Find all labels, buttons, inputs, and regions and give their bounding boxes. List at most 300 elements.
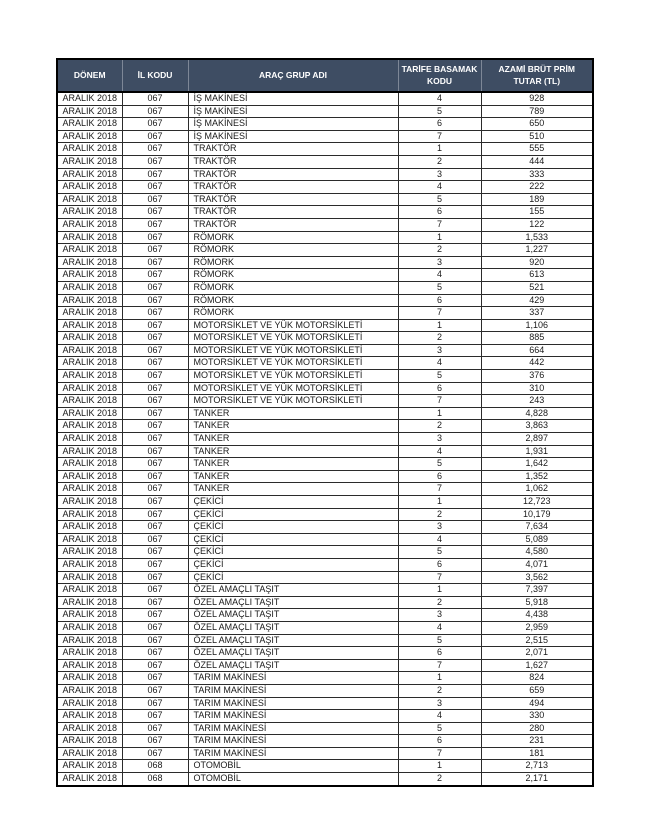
cell-tarife-basamak-kodu: 7: [398, 395, 481, 408]
cell-tarife-basamak-kodu: 5: [398, 722, 481, 735]
cell-donem: ARALIK 2018: [57, 130, 122, 143]
cell-azami-brut-prim-tutar: 5,918: [481, 596, 593, 609]
cell-donem: ARALIK 2018: [57, 244, 122, 257]
cell-donem: ARALIK 2018: [57, 357, 122, 370]
cell-tarife-basamak-kodu: 6: [398, 558, 481, 571]
table-row: [57, 747, 593, 760]
cell-tarife-basamak-kodu: 4: [398, 533, 481, 546]
cell-azami-brut-prim-tutar: 3,863: [481, 420, 593, 433]
cell-donem: ARALIK 2018: [57, 496, 122, 509]
table-row: [57, 155, 593, 168]
table-row: [57, 231, 593, 244]
cell-il-kodu: 067: [122, 722, 188, 735]
cell-arac-grup-adi: MOTORSİKLET VE YÜK MOTORSİKLETİ: [188, 395, 398, 408]
cell-il-kodu: 067: [122, 558, 188, 571]
header-row: [57, 59, 593, 92]
cell-donem: ARALIK 2018: [57, 168, 122, 181]
cell-il-kodu: 067: [122, 395, 188, 408]
cell-azami-brut-prim-tutar: 231: [481, 735, 593, 748]
cell-azami-brut-prim-tutar: 376: [481, 370, 593, 383]
cell-azami-brut-prim-tutar: 1,533: [481, 231, 593, 244]
cell-donem: ARALIK 2018: [57, 773, 122, 786]
cell-tarife-basamak-kodu: 1: [398, 672, 481, 685]
cell-azami-brut-prim-tutar: 824: [481, 672, 593, 685]
cell-azami-brut-prim-tutar: 243: [481, 395, 593, 408]
cell-arac-grup-adi: ÖZEL AMAÇLI TAŞIT: [188, 659, 398, 672]
cell-donem: ARALIK 2018: [57, 319, 122, 332]
cell-arac-grup-adi: TARIM MAKİNESİ: [188, 735, 398, 748]
cell-arac-grup-adi: MOTORSİKLET VE YÜK MOTORSİKLETİ: [188, 382, 398, 395]
cell-il-kodu: 067: [122, 747, 188, 760]
cell-arac-grup-adi: İŞ MAKİNESİ: [188, 92, 398, 105]
table-row: [57, 395, 593, 408]
cell-il-kodu: 067: [122, 735, 188, 748]
cell-il-kodu: 067: [122, 332, 188, 345]
cell-tarife-basamak-kodu: 3: [398, 697, 481, 710]
cell-il-kodu: 068: [122, 760, 188, 773]
cell-azami-brut-prim-tutar: 1,642: [481, 458, 593, 471]
cell-arac-grup-adi: TRAKTÖR: [188, 193, 398, 206]
cell-arac-grup-adi: RÖMORK: [188, 231, 398, 244]
cell-il-kodu: 067: [122, 571, 188, 584]
cell-arac-grup-adi: ÖZEL AMAÇLI TAŞIT: [188, 596, 398, 609]
cell-il-kodu: 067: [122, 357, 188, 370]
cell-arac-grup-adi: TANKER: [188, 458, 398, 471]
cell-arac-grup-adi: ÖZEL AMAÇLI TAŞIT: [188, 621, 398, 634]
cell-tarife-basamak-kodu: 5: [398, 370, 481, 383]
cell-tarife-basamak-kodu: 1: [398, 407, 481, 420]
table-row: [57, 193, 593, 206]
cell-arac-grup-adi: ÖZEL AMAÇLI TAŞIT: [188, 647, 398, 660]
cell-donem: ARALIK 2018: [57, 508, 122, 521]
cell-arac-grup-adi: TANKER: [188, 407, 398, 420]
cell-il-kodu: 067: [122, 193, 188, 206]
cell-donem: ARALIK 2018: [57, 231, 122, 244]
cell-arac-grup-adi: ÇEKİCİ: [188, 546, 398, 559]
cell-arac-grup-adi: OTOMOBİL: [188, 760, 398, 773]
cell-donem: ARALIK 2018: [57, 382, 122, 395]
cell-tarife-basamak-kodu: 6: [398, 294, 481, 307]
cell-tarife-basamak-kodu: 5: [398, 105, 481, 118]
cell-donem: ARALIK 2018: [57, 92, 122, 105]
cell-tarife-basamak-kodu: 1: [398, 760, 481, 773]
table-row: [57, 433, 593, 446]
cell-azami-brut-prim-tutar: 1,352: [481, 470, 593, 483]
column-header-donem: DÖNEM: [57, 59, 122, 92]
cell-donem: ARALIK 2018: [57, 647, 122, 660]
cell-tarife-basamak-kodu: 2: [398, 684, 481, 697]
cell-arac-grup-adi: TRAKTÖR: [188, 168, 398, 181]
cell-azami-brut-prim-tutar: 659: [481, 684, 593, 697]
cell-azami-brut-prim-tutar: 4,580: [481, 546, 593, 559]
cell-il-kodu: 067: [122, 181, 188, 194]
table-row: [57, 458, 593, 471]
cell-arac-grup-adi: İŞ MAKİNESİ: [188, 105, 398, 118]
cell-tarife-basamak-kodu: 7: [398, 218, 481, 231]
table-row: [57, 659, 593, 672]
cell-tarife-basamak-kodu: 5: [398, 281, 481, 294]
cell-arac-grup-adi: RÖMORK: [188, 244, 398, 257]
table-row: [57, 307, 593, 320]
table-row: [57, 483, 593, 496]
table-row: [57, 521, 593, 534]
cell-azami-brut-prim-tutar: 2,171: [481, 773, 593, 786]
cell-donem: ARALIK 2018: [57, 533, 122, 546]
cell-tarife-basamak-kodu: 5: [398, 458, 481, 471]
cell-arac-grup-adi: TARIM MAKİNESİ: [188, 747, 398, 760]
table-row: [57, 118, 593, 131]
table-row: [57, 634, 593, 647]
cell-arac-grup-adi: TANKER: [188, 483, 398, 496]
table-row: [57, 382, 593, 395]
cell-arac-grup-adi: İŞ MAKİNESİ: [188, 118, 398, 131]
cell-il-kodu: 067: [122, 647, 188, 660]
cell-arac-grup-adi: TANKER: [188, 445, 398, 458]
cell-azami-brut-prim-tutar: 664: [481, 344, 593, 357]
table-row: [57, 684, 593, 697]
cell-tarife-basamak-kodu: 2: [398, 244, 481, 257]
cell-il-kodu: 067: [122, 584, 188, 597]
cell-tarife-basamak-kodu: 1: [398, 231, 481, 244]
cell-il-kodu: 067: [122, 269, 188, 282]
table-row: [57, 269, 593, 282]
table-row: [57, 722, 593, 735]
cell-tarife-basamak-kodu: 6: [398, 206, 481, 219]
cell-donem: ARALIK 2018: [57, 307, 122, 320]
cell-azami-brut-prim-tutar: 2,071: [481, 647, 593, 660]
cell-il-kodu: 067: [122, 281, 188, 294]
table-row: [57, 281, 593, 294]
cell-tarife-basamak-kodu: 4: [398, 92, 481, 105]
table-row: [57, 206, 593, 219]
table-row: [57, 168, 593, 181]
cell-il-kodu: 067: [122, 621, 188, 634]
cell-il-kodu: 067: [122, 659, 188, 672]
cell-tarife-basamak-kodu: 3: [398, 256, 481, 269]
cell-azami-brut-prim-tutar: 494: [481, 697, 593, 710]
table-row: [57, 370, 593, 383]
cell-donem: ARALIK 2018: [57, 118, 122, 131]
cell-donem: ARALIK 2018: [57, 483, 122, 496]
cell-il-kodu: 067: [122, 130, 188, 143]
table-row: [57, 445, 593, 458]
cell-tarife-basamak-kodu: 4: [398, 181, 481, 194]
cell-donem: ARALIK 2018: [57, 332, 122, 345]
cell-tarife-basamak-kodu: 1: [398, 496, 481, 509]
cell-donem: ARALIK 2018: [57, 684, 122, 697]
table-row: [57, 496, 593, 509]
cell-donem: ARALIK 2018: [57, 621, 122, 634]
cell-donem: ARALIK 2018: [57, 155, 122, 168]
cell-donem: ARALIK 2018: [57, 584, 122, 597]
cell-donem: ARALIK 2018: [57, 445, 122, 458]
table-header: [57, 59, 593, 92]
cell-il-kodu: 067: [122, 105, 188, 118]
cell-il-kodu: 067: [122, 609, 188, 622]
cell-arac-grup-adi: RÖMORK: [188, 256, 398, 269]
cell-tarife-basamak-kodu: 2: [398, 420, 481, 433]
cell-arac-grup-adi: MOTORSİKLET VE YÜK MOTORSİKLETİ: [188, 332, 398, 345]
cell-tarife-basamak-kodu: 7: [398, 483, 481, 496]
cell-arac-grup-adi: TRAKTÖR: [188, 218, 398, 231]
cell-tarife-basamak-kodu: 6: [398, 470, 481, 483]
table-row: [57, 697, 593, 710]
cell-il-kodu: 067: [122, 470, 188, 483]
table-row: [57, 609, 593, 622]
cell-arac-grup-adi: MOTORSİKLET VE YÜK MOTORSİKLETİ: [188, 319, 398, 332]
cell-donem: ARALIK 2018: [57, 433, 122, 446]
cell-donem: ARALIK 2018: [57, 206, 122, 219]
cell-arac-grup-adi: MOTORSİKLET VE YÜK MOTORSİKLETİ: [188, 344, 398, 357]
cell-tarife-basamak-kodu: 6: [398, 382, 481, 395]
cell-azami-brut-prim-tutar: 310: [481, 382, 593, 395]
cell-arac-grup-adi: MOTORSİKLET VE YÜK MOTORSİKLETİ: [188, 357, 398, 370]
table-row: [57, 407, 593, 420]
cell-donem: ARALIK 2018: [57, 659, 122, 672]
cell-azami-brut-prim-tutar: 555: [481, 143, 593, 156]
table-row: [57, 546, 593, 559]
cell-arac-grup-adi: RÖMORK: [188, 307, 398, 320]
cell-il-kodu: 067: [122, 697, 188, 710]
table-row: [57, 105, 593, 118]
cell-azami-brut-prim-tutar: 2,713: [481, 760, 593, 773]
cell-azami-brut-prim-tutar: 155: [481, 206, 593, 219]
cell-il-kodu: 067: [122, 206, 188, 219]
cell-azami-brut-prim-tutar: 12,723: [481, 496, 593, 509]
table-body: [57, 92, 593, 786]
cell-azami-brut-prim-tutar: 10,179: [481, 508, 593, 521]
table-row: [57, 735, 593, 748]
cell-il-kodu: 067: [122, 231, 188, 244]
cell-azami-brut-prim-tutar: 2,515: [481, 634, 593, 647]
cell-il-kodu: 067: [122, 382, 188, 395]
cell-azami-brut-prim-tutar: 885: [481, 332, 593, 345]
cell-azami-brut-prim-tutar: 429: [481, 294, 593, 307]
cell-donem: ARALIK 2018: [57, 181, 122, 194]
cell-tarife-basamak-kodu: 4: [398, 357, 481, 370]
cell-il-kodu: 067: [122, 508, 188, 521]
table-row: [57, 760, 593, 773]
cell-il-kodu: 067: [122, 319, 188, 332]
cell-arac-grup-adi: ÖZEL AMAÇLI TAŞIT: [188, 634, 398, 647]
table-row: [57, 773, 593, 786]
cell-il-kodu: 067: [122, 496, 188, 509]
cell-arac-grup-adi: TRAKTÖR: [188, 143, 398, 156]
cell-tarife-basamak-kodu: 3: [398, 168, 481, 181]
table-row: [57, 533, 593, 546]
cell-arac-grup-adi: TARIM MAKİNESİ: [188, 672, 398, 685]
table-row: [57, 596, 593, 609]
cell-donem: ARALIK 2018: [57, 558, 122, 571]
table-row: [57, 130, 593, 143]
cell-arac-grup-adi: ÇEKİCİ: [188, 508, 398, 521]
table-row: [57, 710, 593, 723]
cell-donem: ARALIK 2018: [57, 143, 122, 156]
cell-donem: ARALIK 2018: [57, 735, 122, 748]
cell-tarife-basamak-kodu: 3: [398, 521, 481, 534]
cell-il-kodu: 067: [122, 710, 188, 723]
cell-arac-grup-adi: TRAKTÖR: [188, 155, 398, 168]
cell-il-kodu: 067: [122, 370, 188, 383]
cell-il-kodu: 067: [122, 672, 188, 685]
cell-arac-grup-adi: İŞ MAKİNESİ: [188, 130, 398, 143]
cell-tarife-basamak-kodu: 7: [398, 571, 481, 584]
cell-arac-grup-adi: TARIM MAKİNESİ: [188, 722, 398, 735]
cell-arac-grup-adi: RÖMORK: [188, 281, 398, 294]
cell-donem: ARALIK 2018: [57, 193, 122, 206]
cell-tarife-basamak-kodu: 5: [398, 193, 481, 206]
cell-azami-brut-prim-tutar: 181: [481, 747, 593, 760]
cell-arac-grup-adi: ÖZEL AMAÇLI TAŞIT: [188, 609, 398, 622]
cell-arac-grup-adi: TANKER: [188, 420, 398, 433]
cell-azami-brut-prim-tutar: 510: [481, 130, 593, 143]
table-row: [57, 244, 593, 257]
cell-tarife-basamak-kodu: 2: [398, 508, 481, 521]
cell-donem: ARALIK 2018: [57, 470, 122, 483]
table-row: [57, 319, 593, 332]
cell-donem: ARALIK 2018: [57, 420, 122, 433]
cell-arac-grup-adi: TRAKTÖR: [188, 206, 398, 219]
cell-tarife-basamak-kodu: 4: [398, 710, 481, 723]
cell-donem: ARALIK 2018: [57, 521, 122, 534]
cell-il-kodu: 067: [122, 155, 188, 168]
cell-il-kodu: 067: [122, 458, 188, 471]
cell-tarife-basamak-kodu: 4: [398, 445, 481, 458]
cell-donem: ARALIK 2018: [57, 105, 122, 118]
cell-azami-brut-prim-tutar: 2,897: [481, 433, 593, 446]
cell-azami-brut-prim-tutar: 5,089: [481, 533, 593, 546]
cell-azami-brut-prim-tutar: 4,438: [481, 609, 593, 622]
cell-il-kodu: 067: [122, 307, 188, 320]
cell-azami-brut-prim-tutar: 789: [481, 105, 593, 118]
table-row: [57, 181, 593, 194]
cell-tarife-basamak-kodu: 7: [398, 307, 481, 320]
table-row: [57, 508, 593, 521]
cell-donem: ARALIK 2018: [57, 672, 122, 685]
cell-azami-brut-prim-tutar: 928: [481, 92, 593, 105]
cell-tarife-basamak-kodu: 4: [398, 269, 481, 282]
cell-azami-brut-prim-tutar: 444: [481, 155, 593, 168]
cell-azami-brut-prim-tutar: 189: [481, 193, 593, 206]
cell-azami-brut-prim-tutar: 1,227: [481, 244, 593, 257]
cell-azami-brut-prim-tutar: 7,397: [481, 584, 593, 597]
cell-il-kodu: 067: [122, 533, 188, 546]
cell-il-kodu: 067: [122, 634, 188, 647]
cell-il-kodu: 067: [122, 433, 188, 446]
column-header-azami-brut-prim-tutar: AZAMİ BRÜT PRİM TUTAR (TL): [481, 59, 593, 92]
column-header-il-kodu: İL KODU: [122, 59, 188, 92]
cell-il-kodu: 067: [122, 483, 188, 496]
cell-tarife-basamak-kodu: 6: [398, 735, 481, 748]
cell-il-kodu: 067: [122, 218, 188, 231]
cell-il-kodu: 067: [122, 684, 188, 697]
cell-donem: ARALIK 2018: [57, 281, 122, 294]
table-row: [57, 420, 593, 433]
cell-il-kodu: 067: [122, 344, 188, 357]
cell-tarife-basamak-kodu: 1: [398, 319, 481, 332]
cell-arac-grup-adi: ÖZEL AMAÇLI TAŞIT: [188, 584, 398, 597]
cell-donem: ARALIK 2018: [57, 634, 122, 647]
cell-donem: ARALIK 2018: [57, 596, 122, 609]
tariff-table: [56, 58, 594, 787]
cell-tarife-basamak-kodu: 6: [398, 118, 481, 131]
table-row: [57, 558, 593, 571]
table-row: [57, 143, 593, 156]
cell-il-kodu: 067: [122, 546, 188, 559]
cell-azami-brut-prim-tutar: 521: [481, 281, 593, 294]
cell-arac-grup-adi: ÇEKİCİ: [188, 558, 398, 571]
cell-arac-grup-adi: TARIM MAKİNESİ: [188, 697, 398, 710]
cell-arac-grup-adi: TANKER: [188, 470, 398, 483]
table-row: [57, 584, 593, 597]
cell-tarife-basamak-kodu: 2: [398, 773, 481, 786]
cell-arac-grup-adi: RÖMORK: [188, 294, 398, 307]
cell-tarife-basamak-kodu: 7: [398, 130, 481, 143]
table-row: [57, 470, 593, 483]
cell-arac-grup-adi: RÖMORK: [188, 269, 398, 282]
table-row: [57, 332, 593, 345]
cell-donem: ARALIK 2018: [57, 395, 122, 408]
cell-il-kodu: 067: [122, 420, 188, 433]
column-header-tarife-basamak-kodu: TARİFE BASAMAK KODU: [398, 59, 481, 92]
cell-tarife-basamak-kodu: 3: [398, 433, 481, 446]
cell-il-kodu: 067: [122, 256, 188, 269]
cell-arac-grup-adi: TARIM MAKİNESİ: [188, 684, 398, 697]
cell-il-kodu: 067: [122, 168, 188, 181]
cell-donem: ARALIK 2018: [57, 294, 122, 307]
cell-azami-brut-prim-tutar: 122: [481, 218, 593, 231]
cell-azami-brut-prim-tutar: 280: [481, 722, 593, 735]
cell-donem: ARALIK 2018: [57, 256, 122, 269]
cell-donem: ARALIK 2018: [57, 722, 122, 735]
cell-azami-brut-prim-tutar: 650: [481, 118, 593, 131]
cell-il-kodu: 067: [122, 118, 188, 131]
cell-azami-brut-prim-tutar: 333: [481, 168, 593, 181]
cell-donem: ARALIK 2018: [57, 218, 122, 231]
cell-donem: ARALIK 2018: [57, 344, 122, 357]
cell-arac-grup-adi: OTOMOBİL: [188, 773, 398, 786]
cell-arac-grup-adi: TANKER: [188, 433, 398, 446]
cell-azami-brut-prim-tutar: 1,062: [481, 483, 593, 496]
table-row: [57, 647, 593, 660]
cell-il-kodu: 067: [122, 143, 188, 156]
cell-azami-brut-prim-tutar: 337: [481, 307, 593, 320]
cell-donem: ARALIK 2018: [57, 760, 122, 773]
cell-donem: ARALIK 2018: [57, 458, 122, 471]
cell-azami-brut-prim-tutar: 330: [481, 710, 593, 723]
cell-azami-brut-prim-tutar: 222: [481, 181, 593, 194]
table-row: [57, 571, 593, 584]
cell-tarife-basamak-kodu: 7: [398, 747, 481, 760]
cell-arac-grup-adi: MOTORSİKLET VE YÜK MOTORSİKLETİ: [188, 370, 398, 383]
cell-tarife-basamak-kodu: 2: [398, 155, 481, 168]
table-row: [57, 621, 593, 634]
cell-il-kodu: 067: [122, 92, 188, 105]
cell-azami-brut-prim-tutar: 2,959: [481, 621, 593, 634]
cell-donem: ARALIK 2018: [57, 370, 122, 383]
column-header-arac-grup-adi: ARAÇ GRUP ADI: [188, 59, 398, 92]
cell-arac-grup-adi: ÇEKİCİ: [188, 533, 398, 546]
cell-azami-brut-prim-tutar: 4,828: [481, 407, 593, 420]
cell-donem: ARALIK 2018: [57, 609, 122, 622]
cell-il-kodu: 067: [122, 445, 188, 458]
cell-il-kodu: 067: [122, 294, 188, 307]
cell-azami-brut-prim-tutar: 1,931: [481, 445, 593, 458]
cell-il-kodu: 068: [122, 773, 188, 786]
cell-arac-grup-adi: ÇEKİCİ: [188, 521, 398, 534]
cell-azami-brut-prim-tutar: 3,562: [481, 571, 593, 584]
cell-tarife-basamak-kodu: 1: [398, 143, 481, 156]
